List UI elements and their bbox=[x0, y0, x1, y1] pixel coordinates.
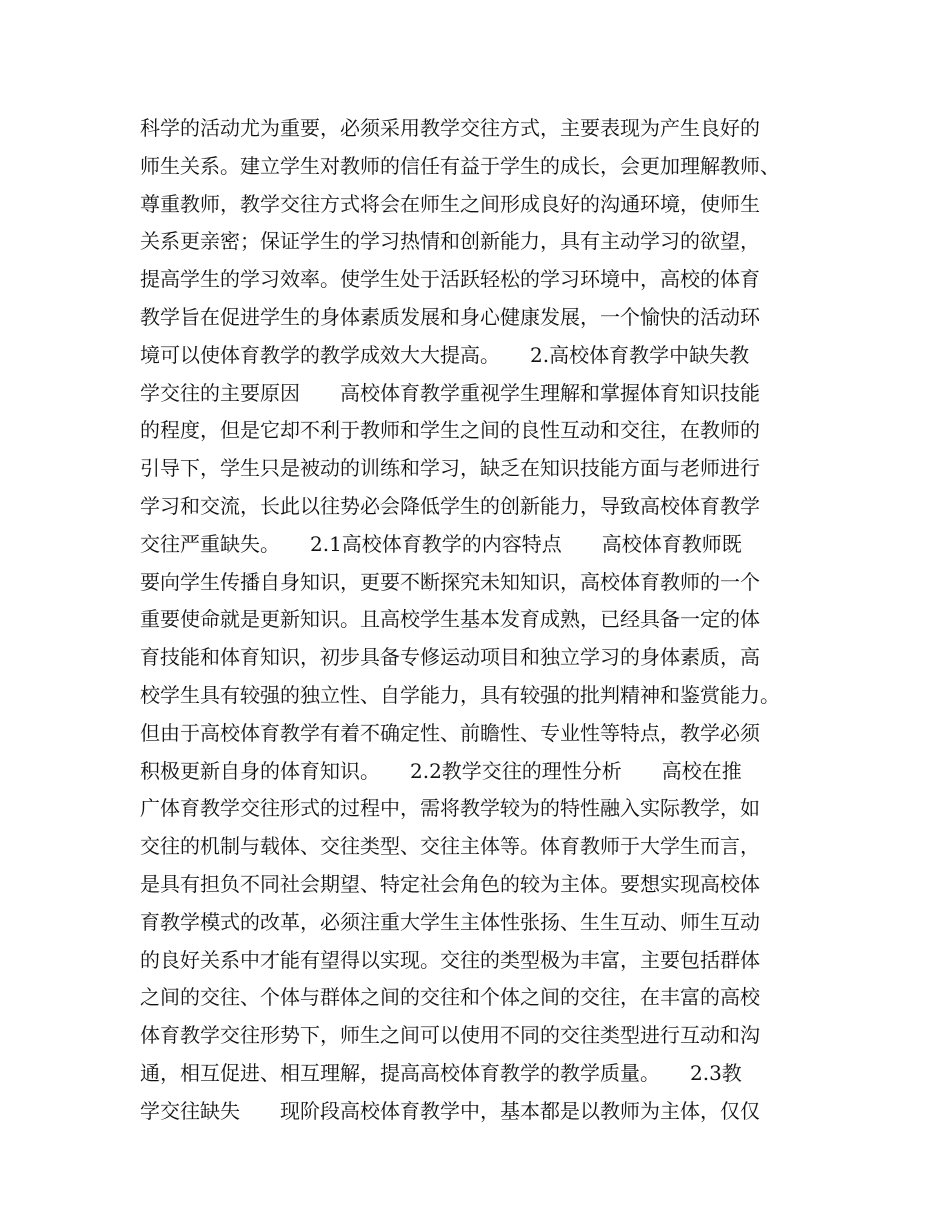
text-line: 尊重教师，教学交往方式将会在师生之间形成良好的沟通环境，使师生 bbox=[140, 191, 760, 216]
text-line: 学交往的主要原因 高校体育教学重视学生理解和掌握体育知识技能 bbox=[140, 380, 760, 405]
text-line: 的良好关系中才能有望得以实现。交往的类型极为丰富，主要包括群体 bbox=[140, 947, 760, 972]
text-line: 科学的活动尤为重要，必须采用教学交往方式，主要表现为产生良好的 bbox=[140, 116, 760, 140]
text-line: 体育教学交往形势下，师生之间可以使用不同的交往类型进行互动和沟 bbox=[140, 1023, 760, 1048]
text-line: 要向学生传播自身知识，更要不断探究未知知识，高校体育教师的一个 bbox=[140, 569, 760, 594]
text-line: 育技能和体育知识，初步具备专修运动项目和独立学习的身体素质，高 bbox=[140, 645, 760, 670]
text-line: 但由于高校体育教学有着不确定性、前瞻性、专业性等特点，教学必须 bbox=[140, 720, 760, 745]
text-line: 引导下，学生只是被动的训练和学习，缺乏在知识技能方面与老师进行 bbox=[140, 456, 760, 481]
text-line: 校学生具有较强的独立性、自学能力，具有较强的批判精神和鉴赏能力。 bbox=[140, 682, 780, 707]
text-line: 的程度，但是它却不利于教师和学生之间的良性互动和交往，在教师的 bbox=[140, 418, 760, 443]
text-line: 广体育教学交往形式的过程中，需将教学较为的特性融入实际教学，如 bbox=[140, 796, 760, 821]
text-line: 交往的机制与载体、交往类型、交往主体等。体育教师于大学生而言， bbox=[140, 834, 760, 859]
text-line: 境可以使体育教学的教学成效大大提高。 2.高校体育教学中缺失教 bbox=[140, 342, 750, 367]
text-line: 积极更新自身的体育知识。 2.2教学交往的理性分析 高校在推 bbox=[140, 758, 742, 783]
text-line: 重要使命就是更新知识。且高校学生基本发育成熟，已经具备一定的体 bbox=[140, 607, 760, 632]
text-line: 学习和交流，长此以往势必会降低学生的创新能力，导致高校体育教学 bbox=[140, 493, 760, 518]
body-text bbox=[140, 110, 840, 1131]
text-line: 通，相互促进、相互理解，提高高校体育教学的教学质量。 2.3教 bbox=[140, 1060, 742, 1085]
text-line: 教学旨在促进学生的身体素质发展和身心健康发展，一个愉快的活动环 bbox=[140, 304, 760, 329]
text-line: 关系更亲密；保证学生的学习热情和创新能力，具有主动学习的欲望， bbox=[140, 229, 760, 254]
text-line: 是具有担负不同社会期望、特定社会角色的较为主体。要想实现高校体 bbox=[140, 871, 760, 896]
text-line: 交往严重缺失。 2.1高校体育教学的内容特点 高校体育教师既 bbox=[140, 531, 742, 556]
text-line: 师生关系。建立学生对教师的信任有益于学生的成长，会更加理解教师、 bbox=[140, 153, 780, 178]
text-line: 提高学生的学习效率。使学生处于活跃轻松的学习环境中，高校的体育 bbox=[140, 267, 760, 292]
text-line: 之间的交往、个体与群体之间的交往和个体之间的交往，在丰富的高校 bbox=[140, 985, 760, 1010]
text-line: 育教学模式的改革，必须注重大学生主体性张扬、生生互动、师生互动 bbox=[140, 909, 760, 934]
text-line: 学交往缺失 现阶段高校体育教学中，基本都是以教师为主体，仅仅 bbox=[140, 1098, 760, 1123]
